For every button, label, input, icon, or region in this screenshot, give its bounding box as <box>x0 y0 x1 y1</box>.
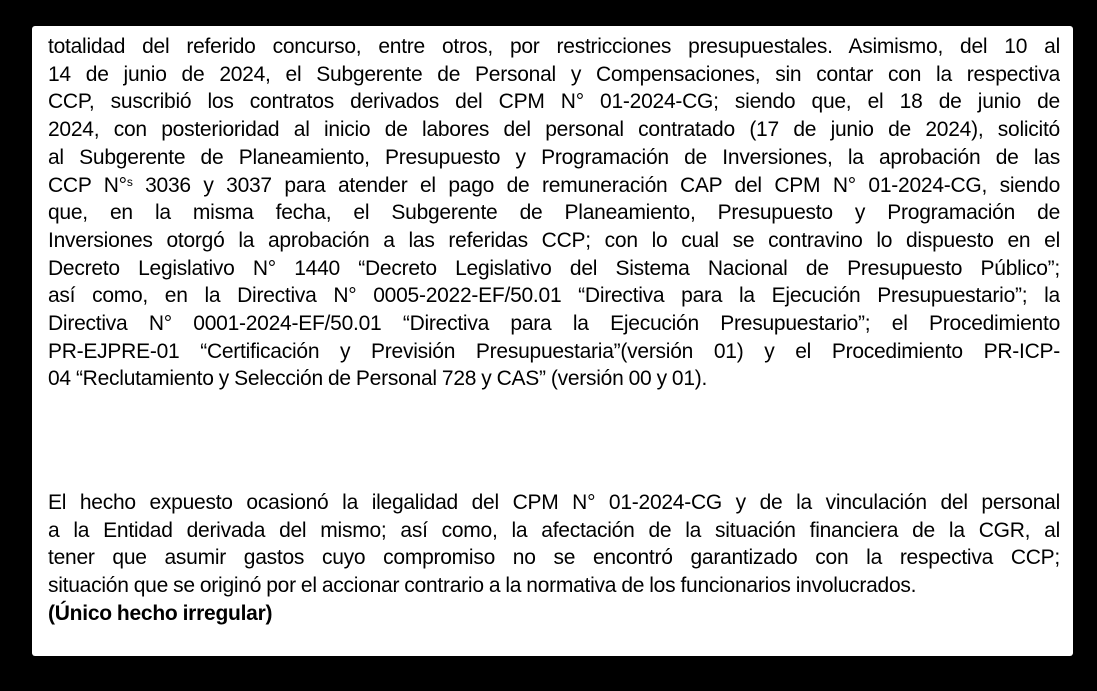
text-line: situación que se originó por el accionar contrario a la normativa de los funcionarios involucrados. <box>48 574 917 598</box>
text-line: Inversiones otorgó la aprobación a las referidas CCP; con lo cual se contravino lo dispuesto en el <box>48 228 1060 252</box>
text-line: 2024, con posterioridad al inicio de labores del personal contratado (17 de junio de 2024), solicitó <box>48 118 1060 142</box>
text-line: Decreto Legislativo N° 1440 “Decreto Legislativo del Sistema Nacional de Presupuesto Público”; <box>48 256 1060 280</box>
superscript: s <box>126 174 133 189</box>
text-line: El hecho expuesto ocasionó la ilegalidad del CPM N° 01-2024-CG y de la vinculación del personal <box>48 491 1060 514</box>
text-line: 04 “Reclutamiento y Selección de Personal 728 y CAS” (versión 00 y 01). <box>48 367 708 391</box>
text-line: totalidad del referido concurso, entre otros, por restricciones presupuestales. Asimismo, del 10 al <box>48 35 1060 58</box>
closing-bold-note: (Único hecho irregular) <box>48 601 273 625</box>
paragraph-1 <box>48 33 1060 393</box>
text-line: tener que asumir gastos cuyo compromiso no se encontró garantizado con la respectiva CCP; <box>48 546 1060 570</box>
text-fragment: CCP N° <box>48 173 127 197</box>
document-page <box>32 26 1073 656</box>
text-fragment: 3036 y 3037 para atender el pago de remuneración CAP del CPM N° 01-2024-CG, siendo <box>132 173 1060 197</box>
text-line: PR-EJPRE-01 “Certificación y Previsión Presupuestaria”(versión 01) y el Procedimiento PR-ICP- <box>48 339 1060 363</box>
text-line-with-superscript <box>48 172 1060 200</box>
text-line: al Subgerente de Planeamiento, Presupuesto y Programación de Inversiones, la aprobación de las <box>48 145 1060 169</box>
text-line: así como, en la Directiva N° 0005-2022-EF/50.01 “Directiva para la Ejecución Presupuestario”; la <box>48 284 1060 308</box>
paragraph-2 <box>48 489 1060 628</box>
text-line: Directiva N° 0001-2024-EF/50.01 “Directiva para la Ejecución Presupuestario”; el Procedimiento <box>48 312 1060 336</box>
text-line: a la Entidad derivada del mismo; así como, la afectación de la situación financiera de la CGR, al <box>48 518 1060 542</box>
text-line: 14 de junio de 2024, el Subgerente de Personal y Compensaciones, sin contar con la respectiva <box>48 62 1060 86</box>
text-line: CCP, suscribió los contratos derivados del CPM N° 01-2024-CG; siendo que, el 18 de junio de <box>48 90 1060 114</box>
text-line: que, en la misma fecha, el Subgerente de Planeamiento, Presupuesto y Programación de <box>48 201 1060 225</box>
